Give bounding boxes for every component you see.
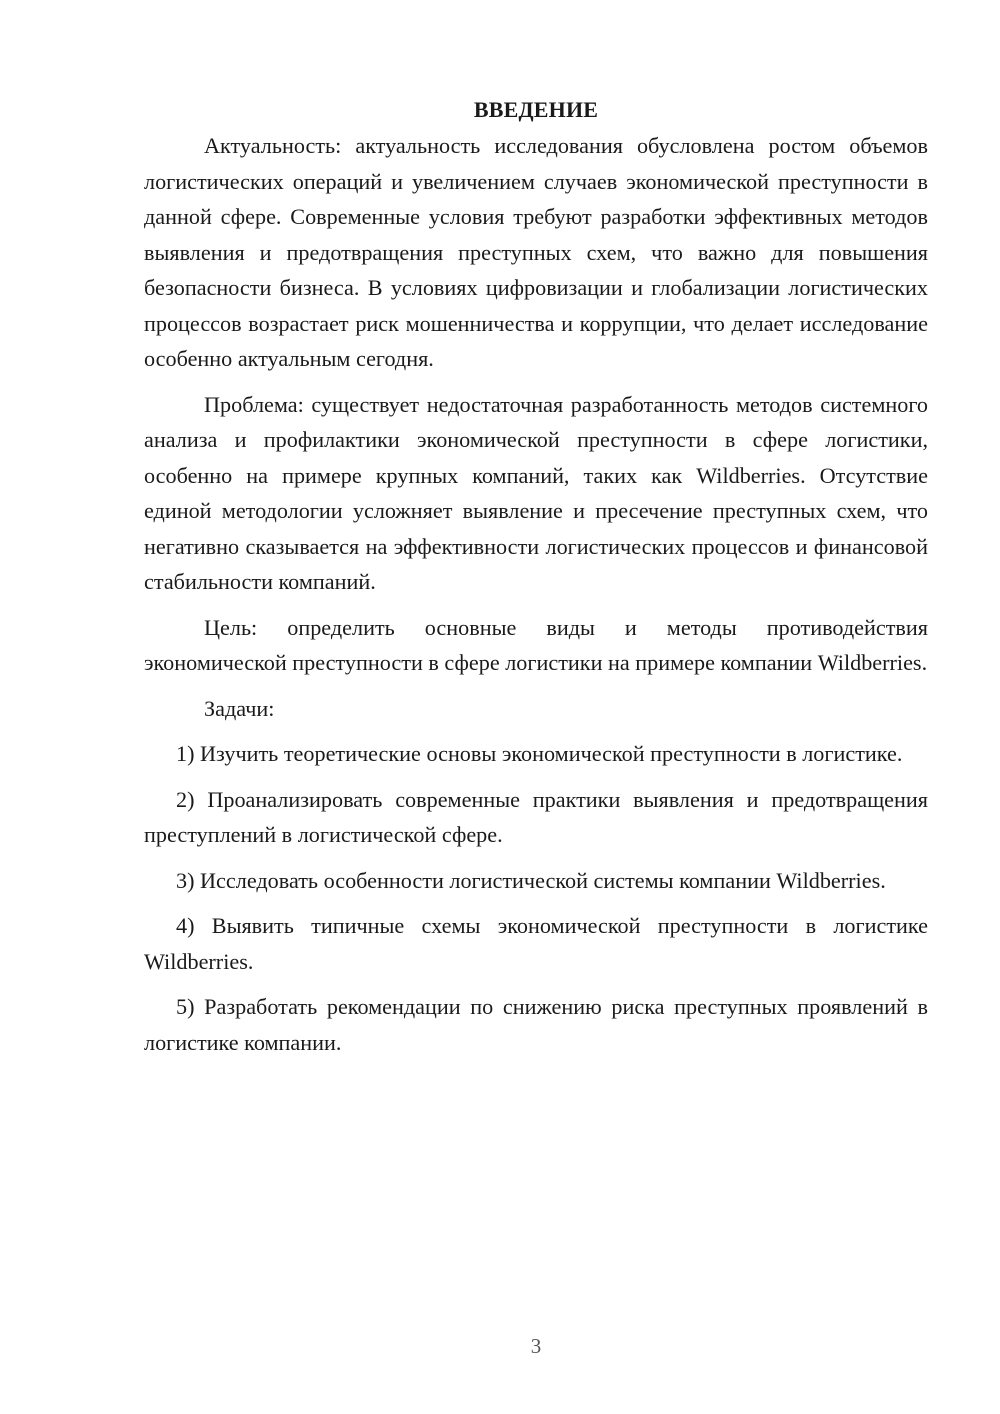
task-item: 4) Выявить типичные схемы экономической преступности в логистике Wildberries. — [144, 913, 928, 974]
task-item: 3) Исследовать особенности логистической системы компании Wildberries. — [176, 867, 886, 893]
task-item: 1) Изучить теоретические основы экономической преступности в логистике. — [176, 741, 903, 766]
tasks-list — [144, 736, 928, 1060]
section-title: ВВЕДЕНИЕ — [473, 97, 599, 122]
task-item: 5) Разработать рекомендации по снижению риска преступных проявлений в логистике компании. — [144, 994, 928, 1055]
document-page — [144, 92, 928, 1070]
page-number: 3 — [530, 1334, 542, 1358]
paragraph-goal: Цель: определить основные виды и методы противодействия экономической преступности в сфере логистики на примере компании Wildberries. — [144, 614, 928, 675]
paragraph-relevance: Актуальность: актуальность исследования обусловлена ростом объемов логистических операций и увеличением случаев экономической преступности в данной сфере. Современные условия требуют разработки эффективных методов выявления и предотвращения преступных схем, что важно для повышения безопасности бизнеса. В условиях цифровизации и глобализации логистических процессов возрастает риск мошенничества и коррупции, что делает исследование особенно актуальным сегодня. — [144, 133, 928, 371]
paragraph-problem: Проблема: существует недостаточная разработанность методов системного анализа и профилактики экономической преступности в сфере логистики, особенно на примере крупных компаний, таких как Wildberries. Отсутствие единой методологии усложняет выявление и пресечение преступных схем, что негативно сказывается на эффективности логистических процессов и финансовой стабильности компаний. — [144, 391, 928, 594]
task-item: 2) Проанализировать современные практики выявления и предотвращения преступлений в логистической сфере. — [144, 786, 928, 847]
tasks-heading: Задачи: — [204, 695, 275, 721]
